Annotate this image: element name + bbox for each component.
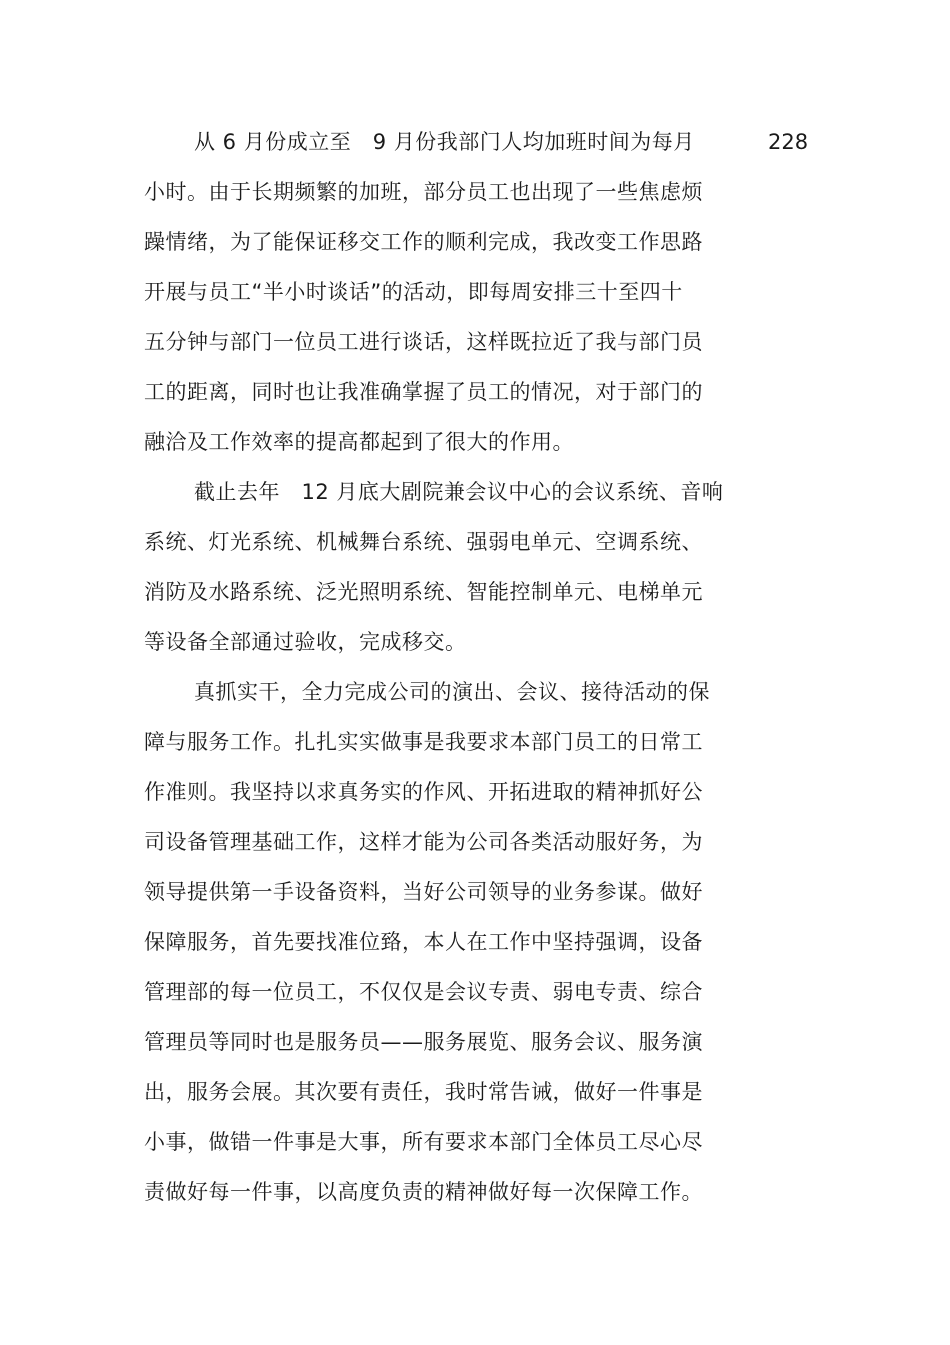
paragraph-3-line-3: 作准则。我坚持以求真务实的作风、开拓进取的精神抓好公: [144, 780, 703, 804]
paragraph-1-line-3: 躁情绪，为了能保证移交工作的顺利完成，我改变工作思路: [144, 230, 703, 254]
paragraph-2-line-2: 系统、灯光系统、机械舞台系统、强弱电单元、空调系统、: [144, 530, 703, 554]
paragraph-3-line-6: 保障服务，首先要找准位臵，本人在工作中坚持强调，设备: [144, 930, 703, 954]
paragraph-1-line-4: 开展与员工“半小时谈话”的活动，即每周安排三十至四十: [144, 280, 683, 304]
paragraph-3-line-10: 小事，做错一件事是大事，所有要求本部门全体员工尽心尽: [144, 1130, 703, 1154]
paragraph-1-line-1: 从 6 月份成立至 9 月份我部门人均加班时间为每月: [194, 130, 695, 154]
paragraph-3-line-9: 出，服务会展。其次要有责任，我时常告诫，做好一件事是: [144, 1080, 703, 1104]
paragraph-1-line-5: 五分钟与部门一位员工进行谈话，这样既拉近了我与部门员: [144, 330, 703, 354]
paragraph-3-line-4: 司设备管理基础工作，这样才能为公司各类活动服好务，为: [144, 830, 703, 854]
paragraph-2-line-4: 等设备全部通过验收，完成移交。: [144, 630, 467, 654]
paragraph-3-line-2: 障与服务工作。扎扎实实做事是我要求本部门员工的日常工: [144, 730, 703, 754]
paragraph-3-line-7: 管理部的每一位员工，不仅仅是会议专责、弱电专责、综合: [144, 980, 703, 1004]
paragraph-1-overtime-hours: 228: [768, 130, 809, 154]
paragraph-3-line-11: 责做好每一件事，以高度负责的精神做好每一次保障工作。: [144, 1180, 703, 1204]
paragraph-1-line-7: 融洽及工作效率的提高都起到了很大的作用。: [144, 430, 574, 454]
paragraph-3-line-5: 领导提供第一手设备资料，当好公司领导的业务参谋。做好: [144, 880, 703, 904]
paragraph-1-line-6: 工的距离，同时也让我准确掌握了员工的情况，对于部门的: [144, 380, 703, 404]
paragraph-2-line-3: 消防及水路系统、泛光照明系统、智能控制单元、电梯单元: [144, 580, 703, 604]
paragraph-3-line-8: 管理员等同时也是服务员——服务展览、服务会议、服务演: [144, 1030, 703, 1054]
paragraph-2-line-1: 截止去年 12 月底大剧院兼会议中心的会议系统、音响: [194, 480, 724, 504]
paragraph-3-line-1: 真抓实干，全力完成公司的演出、会议、接待活动的保: [194, 680, 710, 704]
paragraph-1-line-2: 小时。由于长期频繁的加班，部分员工也出现了一些焦虑烦: [144, 180, 703, 204]
